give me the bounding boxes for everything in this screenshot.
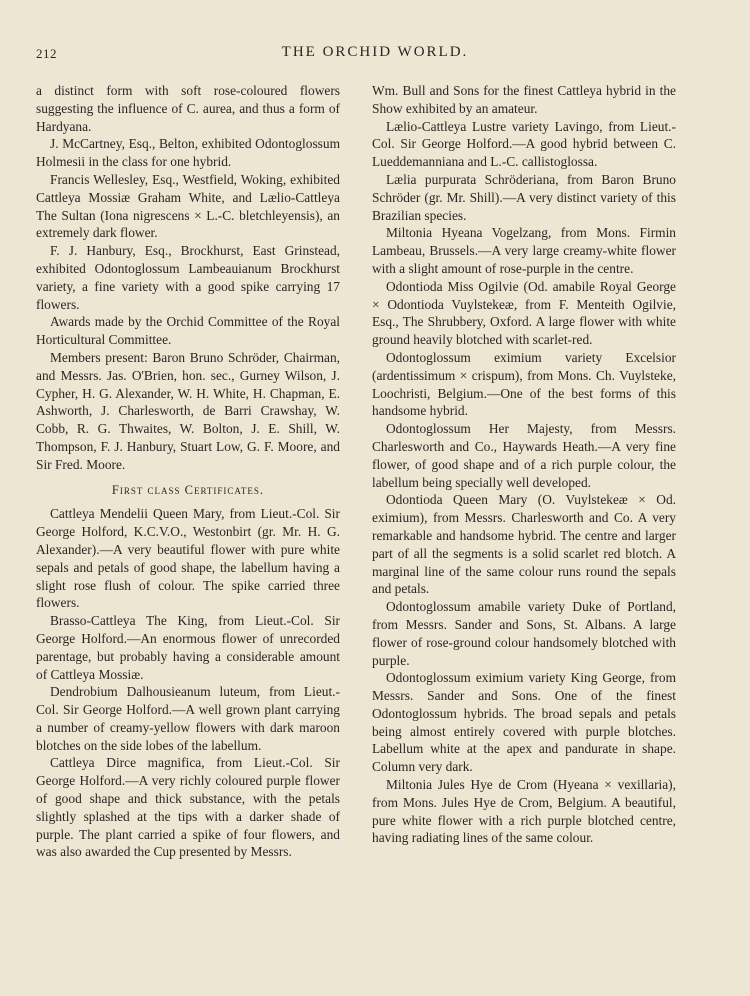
- paragraph: Members present: Baron Bruno Schröder, Chairman, and Messrs. Jas. O'Brien, hon. sec., Gurney Wilson, J. Cypher, H. G. Alexander, W. H. White, H. Chapman, E. Ashworth, J. Charlesworth, de Barri Crawshay, W. Cobb, R. G. Thwaites, W. Bolton, J. E. Shill, W. Thompson, F. J. Hanbury, Stuart Low, G. F. Moore, and Sir Fred. Moore.: [36, 349, 340, 472]
- paragraph: a distinct form with soft rose-coloured flowers suggesting the influence of C. aurea, and thus a form of Hardyana.: [36, 83, 340, 134]
- paragraph: Odontioda Miss Ogilvie (Od. amabile Royal George × Odontioda Vuylstekeæ, from F. Menteith Ogilvie, Esq., The Shrubbery, Oxford. A large flower with white ground heavily blotched with scarlet-red.: [372, 278, 676, 348]
- paragraph: Odontioda Queen Mary (O. Vuylstekeæ × Od. eximium), from Messrs. Charlesworth and Co. A very remarkable and handsome hybrid. The centre and larger part of all the segments is a solid scarlet red blotch. A marginal line of the same colour runs round the sepals and petals.: [372, 492, 676, 597]
- paragraph: Odontoglossum eximium variety King George, from Messrs. Sander and Sons. One of the finest Odontoglossum hybrids. The broad sepals and petals being almost entirely covered with purple blotches. Labellum white at the apex and pandurate in shape. Column very dark.: [372, 670, 676, 775]
- paragraph: Cattleya Dirce magnifica, from Lieut.-Col. Sir George Holford.—A very richly coloured purple flower of good shape and thick substance, with the petals slightly splashed at the tips with a darker shade of purple. The plant carried a spike of four flowers, and was also awarded the Cup presented by Messrs.: [36, 755, 340, 860]
- section-heading: First class Certificates.: [111, 482, 265, 497]
- paragraph: J. McCartney, Esq., Belton, exhibited Odontoglossum Holmesii in the class for one hybrid.: [36, 136, 340, 170]
- paragraph: Odontoglossum eximium variety Excelsior (ardentissimum × crispum), from Mons. Ch. Vuylsteke, Loochristi, Belgium.—One of the best forms of this handsome hybrid.: [372, 349, 676, 419]
- left-column: [36, 82, 340, 861]
- paragraph: F. J. Hanbury, Esq., Brockhurst, East Grinstead, exhibited Odontoglossum Lambeauianum Brockhurst variety, a fine variety with a good spike carrying 17 flowers.: [36, 243, 340, 312]
- paragraph: Miltonia Jules Hye de Crom (Hyeana × vexillaria), from Mons. Jules Hye de Crom, Belgium. A beautiful, pure white flower with a rich purple blotched centre, having radiating lines of the same colour.: [372, 777, 676, 846]
- paragraph: Odontoglossum amabile variety Duke of Portland, from Messrs. Sander and Sons, St. Albans. A large flower of rose-ground colour handsomely blotched with purple.: [372, 599, 676, 668]
- paragraph: Dendrobium Dalhousieanum luteum, from Lieut.-Col. Sir George Holford.—A well grown plant carrying a number of creamy-yellow flowers with dark maroon blotches on the side lobes of the labellum.: [36, 684, 340, 753]
- running-title: THE ORCHID WORLD.: [281, 44, 469, 60]
- paragraph: Awards made by the Orchid Committee of the Royal Horticultural Committee.: [36, 314, 340, 348]
- paragraph: Brasso-Cattleya The King, from Lieut.-Col. Sir George Holford.—An enormous flower of unrecorded parentage, but probably having a considerable amount of Cattleya Mossiæ.: [36, 613, 340, 682]
- paragraph: Lælia purpurata Schröderiana, from Baron Bruno Schröder (gr. Mr. Shill).—A very distinct variety of this Brazilian species.: [372, 171, 676, 223]
- paragraph: Lælio-Cattleya Lustre variety Lavingo, from Lieut.-Col. Sir George Holford.—A good hybrid between C. Lueddemanniana and L.-C. callistoglossa.: [372, 118, 676, 170]
- page-number: 212: [36, 46, 57, 61]
- right-column: [372, 82, 676, 847]
- paragraph: Wm. Bull and Sons for the finest Cattleya hybrid in the Show exhibited by an amateur.: [372, 83, 676, 116]
- paragraph: Miltonia Hyeana Vogelzang, from Mons. Firmin Lambeau, Brussels.—A very large creamy-white flower with a slight amount of rose-purple in the centre.: [372, 225, 676, 276]
- paragraph: Francis Wellesley, Esq., Westfield, Woking, exhibited Cattleya Mossiæ Graham White, and Lælio-Cattleya The Sultan (Iona nigrescens × L.-C. bletchleyensis), an extremely dark flower.: [36, 171, 340, 241]
- paragraph: Odontoglossum Her Majesty, from Messrs. Charlesworth and Co., Haywards Heath.—A very fine flower, of good shape and of a rich purple colour, the labellum being specially well developed.: [372, 421, 676, 490]
- paragraph: Cattleya Mendelii Queen Mary, from Lieut.-Col. Sir George Holford, K.C.V.O., Westonbirt (gr. Mr. H. G. Alexander).—A very beautiful flower with pure white sepals and petals of good shape, the labellum having a slight rose flush of colour. The spike carried three flowers.: [36, 506, 340, 611]
